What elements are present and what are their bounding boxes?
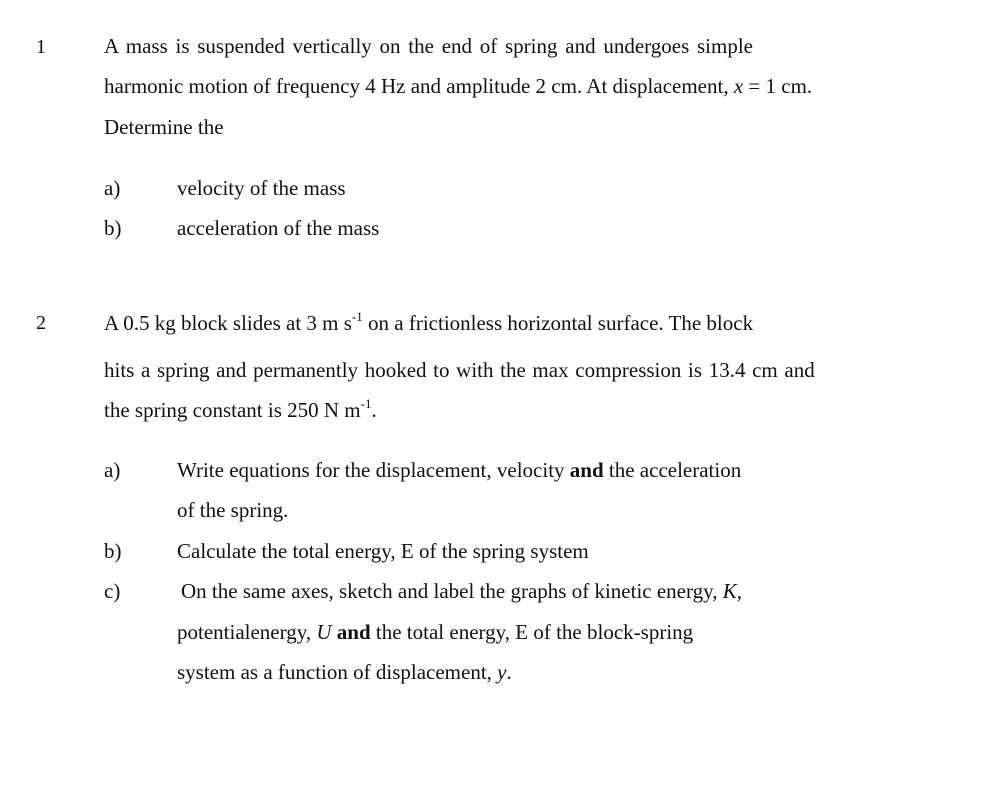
- question-text-line: [104, 398, 377, 423]
- text-segment: = 1 cm.: [743, 74, 813, 98]
- question-number: 2: [36, 312, 46, 334]
- question-number: 1: [36, 36, 46, 58]
- variable-U: U: [316, 620, 332, 644]
- text-segment: harmonic motion of frequency 4 Hz and amplitude 2 cm. At displacement,: [104, 74, 734, 98]
- question-text-line: hits a spring and permanently hooked to with the max compression is 13.4 cm and: [104, 358, 815, 382]
- part-text: acceleration of the mass: [177, 216, 380, 240]
- text-segment: on a frictionless horizontal surface. The block: [362, 311, 754, 335]
- variable-K: K: [722, 579, 737, 603]
- bold-text: and: [569, 458, 604, 482]
- text-segment: system as a function of displacement,: [177, 660, 498, 684]
- text-segment: .: [371, 398, 377, 422]
- part-text: [181, 579, 742, 604]
- text-segment: the acceleration: [603, 458, 742, 482]
- part-label: b): [104, 539, 122, 563]
- superscript: -1: [360, 396, 372, 411]
- text-segment: potentialenergy,: [177, 620, 317, 644]
- part-label: c): [104, 579, 121, 603]
- part-text: velocity of the mass: [177, 176, 346, 200]
- part-text: Calculate the total energy, E of the spring system: [177, 539, 589, 563]
- question-text-line: A mass is suspended vertically on the end of spring and undergoes simple: [104, 34, 754, 58]
- text-segment: the spring constant is 250 N m: [104, 398, 361, 422]
- superscript: -1: [351, 309, 363, 324]
- text-segment: .: [506, 660, 512, 684]
- part-text: [177, 458, 741, 483]
- part-text: [177, 660, 512, 685]
- part-label: b): [104, 216, 122, 240]
- variable-x: x: [733, 74, 744, 98]
- variable-y: y: [497, 660, 507, 684]
- question-text-line: Determine the: [104, 115, 224, 139]
- part-text: [177, 620, 693, 645]
- question-text-line: [104, 74, 812, 99]
- text-segment: ,: [736, 579, 742, 603]
- text-segment: A 0.5 kg block slides at 3 m s: [104, 311, 352, 335]
- text-segment: the total energy, E of the block-spring: [370, 620, 694, 644]
- part-label: a): [104, 176, 121, 200]
- part-label: a): [104, 458, 121, 482]
- text-segment: On the same axes, sketch and label the graphs of kinetic energy,: [181, 579, 723, 603]
- question-text-line: [104, 311, 753, 336]
- part-text: of the spring.: [177, 498, 289, 522]
- text-segment: Write equations for the displacement, velocity: [177, 458, 570, 482]
- bold-text: and: [331, 620, 371, 644]
